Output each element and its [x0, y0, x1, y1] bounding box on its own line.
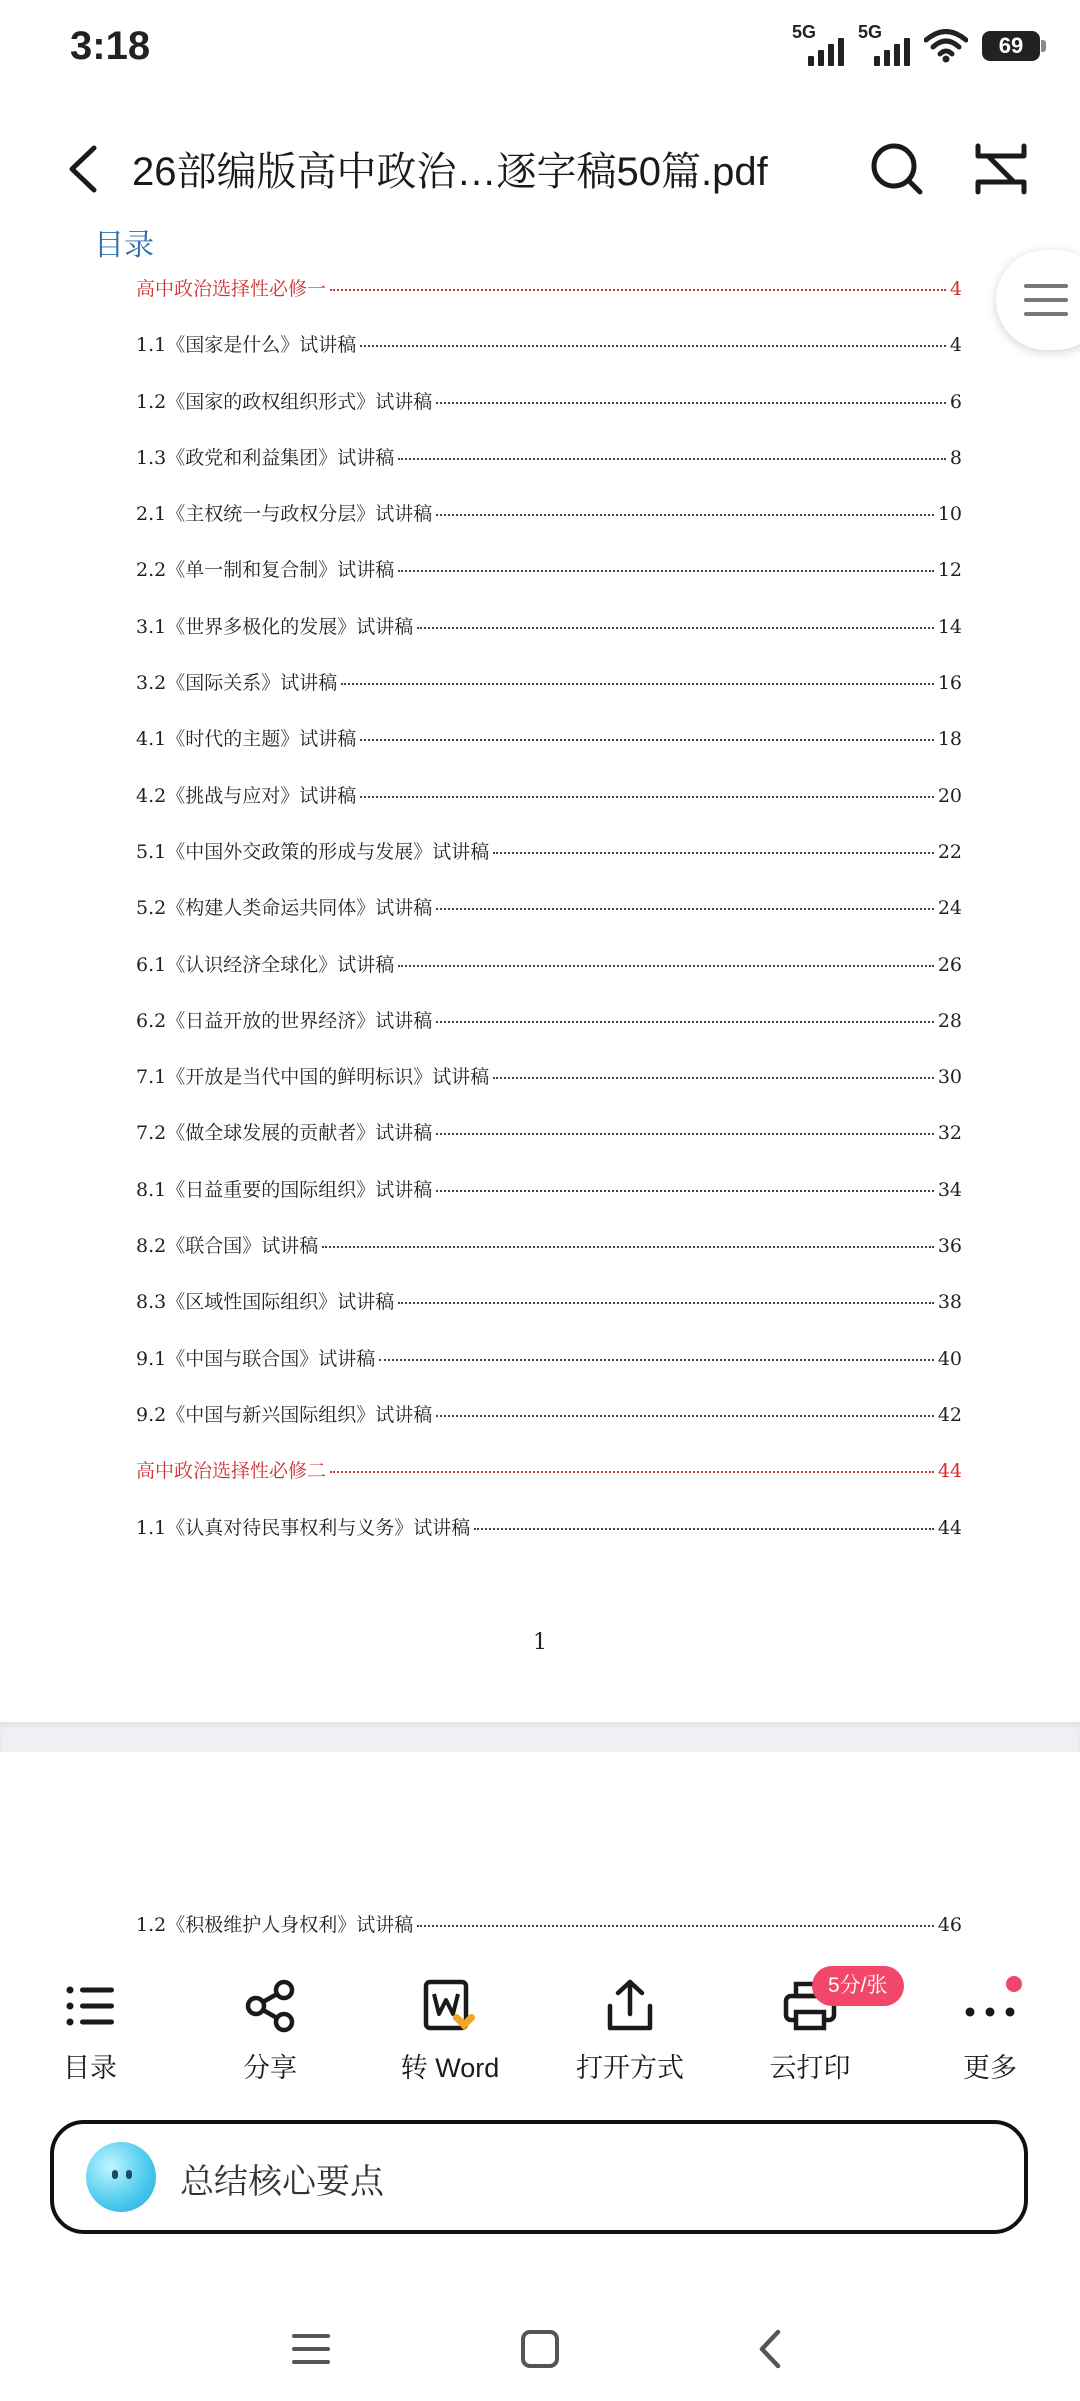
ai-assistant-avatar-icon — [86, 2142, 156, 2212]
bottom-toolbar — [0, 1966, 1080, 2096]
toc-entry-title: 2.1《主权统一与政权分层》试讲稿 — [136, 503, 433, 526]
toc-entry-title: 1.3《政党和利益集团》试讲稿 — [136, 446, 395, 469]
toc-entry-row[interactable] — [136, 499, 962, 555]
system-nav-bar — [0, 2300, 1080, 2401]
ai-summary-prompt[interactable] — [50, 2120, 1028, 2234]
toc-entry-title: 4.2《挑战与应对》试讲稿 — [136, 784, 357, 807]
network-type-2: 5G — [858, 22, 883, 42]
toc-entry-title: 3.2《国际关系》试讲稿 — [136, 672, 338, 695]
status-time: 3:18 — [70, 24, 151, 68]
toc-entry-page: 26 — [937, 953, 962, 976]
toc-dot-leader — [398, 1302, 934, 1304]
toc-dot-leader — [474, 1528, 934, 1530]
toc-dot-leader — [360, 739, 934, 741]
toc-entry-row[interactable] — [136, 781, 962, 837]
toc-dot-leader — [360, 345, 946, 347]
toc-dot-leader — [493, 1077, 934, 1079]
toc-entry-title: 8.3《区域性国际组织》试讲稿 — [136, 1291, 395, 1314]
toc-entry-page: 24 — [937, 897, 962, 920]
toc-entry-title: 7.2《做全球发展的贡献者》试讲稿 — [136, 1122, 433, 1145]
toc-entry-page: 18 — [937, 728, 962, 751]
toc-dot-leader — [436, 1190, 934, 1192]
status-icons — [792, 22, 1040, 66]
cloud-print-price-badge: 5分/张 — [812, 1966, 904, 2006]
toc-entry-row[interactable] — [136, 1287, 962, 1343]
open-with-label: 打开方式 — [576, 2053, 684, 2083]
toc-entry-title: 8.2《联合国》试讲稿 — [136, 1235, 319, 1258]
toc-entry-title: 1.2《积极维护人身权利》试讲稿 — [136, 1914, 414, 1936]
toc-dot-leader — [436, 1133, 934, 1135]
toc-dot-leader — [322, 1246, 934, 1248]
page-separator — [0, 1722, 1080, 1752]
toc-entry-row[interactable] — [136, 555, 962, 611]
toc-entry-title: 1.2《国家的政权组织形式》试讲稿 — [136, 390, 433, 413]
back-arrow-icon[interactable] — [50, 134, 120, 204]
toc-entry-page: 40 — [937, 1347, 962, 1370]
toc-entry-title: 4.1《时代的主题》试讲稿 — [136, 728, 357, 751]
toc-entry-title: 7.1《开放是当代中国的鲜明标识》试讲稿 — [136, 1066, 490, 1089]
toc-dot-leader — [436, 1021, 934, 1023]
toc-dot-leader — [341, 683, 934, 685]
toc-button-label: 目录 — [63, 2053, 117, 2083]
open-with-button[interactable] — [560, 1976, 700, 2096]
toc-entry-row[interactable] — [136, 443, 962, 499]
toc-entry-row[interactable] — [136, 1400, 962, 1456]
app-header — [0, 120, 1080, 220]
toc-list — [136, 274, 962, 1569]
toc-entry-page: 6 — [949, 390, 962, 413]
view-mode-icon[interactable] — [966, 134, 1036, 204]
word-convert-icon — [420, 1976, 480, 2036]
toc-entry-title: 8.1《日益重要的国际组织》试讲稿 — [136, 1178, 433, 1201]
share-button[interactable] — [200, 1976, 340, 2096]
toc-entry-row[interactable] — [136, 387, 962, 443]
toc-entry-row[interactable] — [136, 612, 962, 668]
toc-dot-leader — [436, 1415, 934, 1417]
toc-entry-page: 46 — [937, 1914, 962, 1936]
toc-entry-page: 8 — [949, 446, 962, 469]
toc-entry-row[interactable] — [136, 668, 962, 724]
toc-entry-page: 20 — [937, 784, 962, 807]
toc-entry-page: 36 — [937, 1235, 962, 1258]
search-icon[interactable] — [862, 134, 932, 204]
toc-entry-page: 16 — [937, 672, 962, 695]
toc-entry-page: 4 — [949, 278, 962, 300]
convert-word-label: 转 Word — [400, 2053, 500, 2083]
notification-dot — [1006, 1976, 1022, 1992]
toc-dot-leader — [417, 627, 934, 629]
back-nav-icon[interactable] — [736, 2314, 806, 2384]
more-button-label: 更多 — [963, 2053, 1017, 2083]
page-number: 1 — [533, 1630, 547, 1655]
share-icon — [240, 1976, 300, 2036]
toc-dot-leader — [398, 458, 946, 460]
toc-entry-page: 32 — [937, 1122, 962, 1145]
toc-entry-row[interactable] — [136, 724, 962, 780]
toc-entry-page: 38 — [937, 1291, 962, 1314]
recent-apps-icon[interactable] — [276, 2314, 346, 2384]
toc-entry-row[interactable] — [136, 837, 962, 893]
toc-entry-page: 42 — [937, 1403, 962, 1426]
toc-entry-title: 高中政治选择性必修二 — [136, 1460, 327, 1483]
toc-entry-row[interactable] — [136, 330, 962, 386]
signal-icon — [792, 22, 844, 66]
toc-dot-leader — [398, 965, 934, 967]
toc-dot-leader — [436, 908, 934, 910]
toc-entry-row[interactable] — [136, 950, 962, 1006]
toc-dot-leader — [330, 289, 946, 291]
toc-entry-page: 28 — [937, 1009, 962, 1032]
toc-button[interactable] — [20, 1976, 160, 2096]
cloud-print-label: 云打印 — [769, 2053, 851, 2083]
toc-dot-leader — [330, 1471, 934, 1473]
toc-dot-leader — [493, 852, 934, 854]
toc-entry-row[interactable] — [136, 1118, 962, 1174]
toc-dot-leader — [398, 570, 934, 572]
toc-entry-title: 1.1《国家是什么》试讲稿 — [136, 334, 357, 357]
toc-dot-leader — [360, 796, 934, 798]
toc-entry-page: 14 — [937, 615, 962, 638]
toc-entry-title: 3.1《世界多极化的发展》试讲稿 — [136, 615, 414, 638]
toc-entry-title: 5.1《中国外交政策的形成与发展》试讲稿 — [136, 840, 490, 863]
pdf-page-2-toc[interactable] — [136, 1910, 962, 1966]
toc-dot-leader — [436, 402, 946, 404]
toc-entry-row[interactable] — [136, 1175, 962, 1231]
open-with-icon — [600, 1976, 660, 2036]
list-icon — [60, 1976, 120, 2036]
toc-dot-leader — [379, 1359, 934, 1361]
toc-entry-row[interactable] — [136, 1231, 962, 1287]
toc-entry-row[interactable] — [136, 1062, 962, 1118]
toc-entry-title: 9.1《中国与联合国》试讲稿 — [136, 1347, 376, 1370]
toc-entry-row[interactable] — [136, 1910, 962, 1966]
signal-icon — [858, 22, 910, 66]
battery-icon: 69 — [982, 31, 1040, 61]
ai-summary-text: 总结核心要点 — [180, 2163, 384, 2201]
more-button[interactable] — [920, 1976, 1060, 2096]
toc-dot-leader — [417, 1925, 934, 1927]
share-button-label: 分享 — [243, 2053, 297, 2083]
toc-entry-row[interactable] — [136, 1344, 962, 1400]
toc-entry-page: 22 — [937, 840, 962, 863]
home-icon[interactable] — [505, 2314, 575, 2384]
toc-entry-title: 5.2《构建人类命运共同体》试讲稿 — [136, 897, 433, 920]
toc-entry-page: 4 — [949, 334, 962, 357]
toc-entry-title: 高中政治选择性必修一 — [136, 278, 327, 300]
pdf-page-1[interactable] — [0, 210, 1080, 1710]
toc-heading: 目录 — [94, 228, 154, 263]
network-type-1: 5G — [792, 22, 817, 42]
toc-entry-title: 1.1《认真对待民事权利与义务》试讲稿 — [136, 1516, 471, 1539]
toc-dot-leader — [436, 514, 934, 516]
toc-section-row[interactable] — [136, 1456, 962, 1512]
wifi-icon — [924, 29, 968, 63]
toc-entry-page: 44 — [937, 1516, 962, 1539]
toc-entry-page: 12 — [937, 559, 962, 582]
toc-entry-page: 10 — [937, 503, 962, 526]
convert-word-button[interactable] — [380, 1976, 520, 2096]
toc-entry-page: 44 — [937, 1460, 962, 1483]
toc-entry-title: 6.2《日益开放的世界经济》试讲稿 — [136, 1009, 433, 1032]
toc-entry-title: 9.2《中国与新兴国际组织》试讲稿 — [136, 1403, 433, 1426]
status-bar — [0, 0, 1080, 100]
toc-entry-page: 34 — [937, 1178, 962, 1201]
toc-section-row[interactable] — [136, 274, 962, 330]
document-title: 26部编版高中政治…逐字稿50篇.pdf — [132, 150, 768, 194]
toc-entry-row[interactable] — [136, 893, 962, 949]
toc-entry-title: 6.1《认识经济全球化》试讲稿 — [136, 953, 395, 976]
toc-entry-row[interactable] — [136, 1513, 962, 1569]
toc-entry-row[interactable] — [136, 1006, 962, 1062]
menu-lines-icon — [1022, 282, 1070, 318]
toc-entry-page: 30 — [937, 1066, 962, 1089]
toc-entry-title: 2.2《单一制和复合制》试讲稿 — [136, 559, 395, 582]
